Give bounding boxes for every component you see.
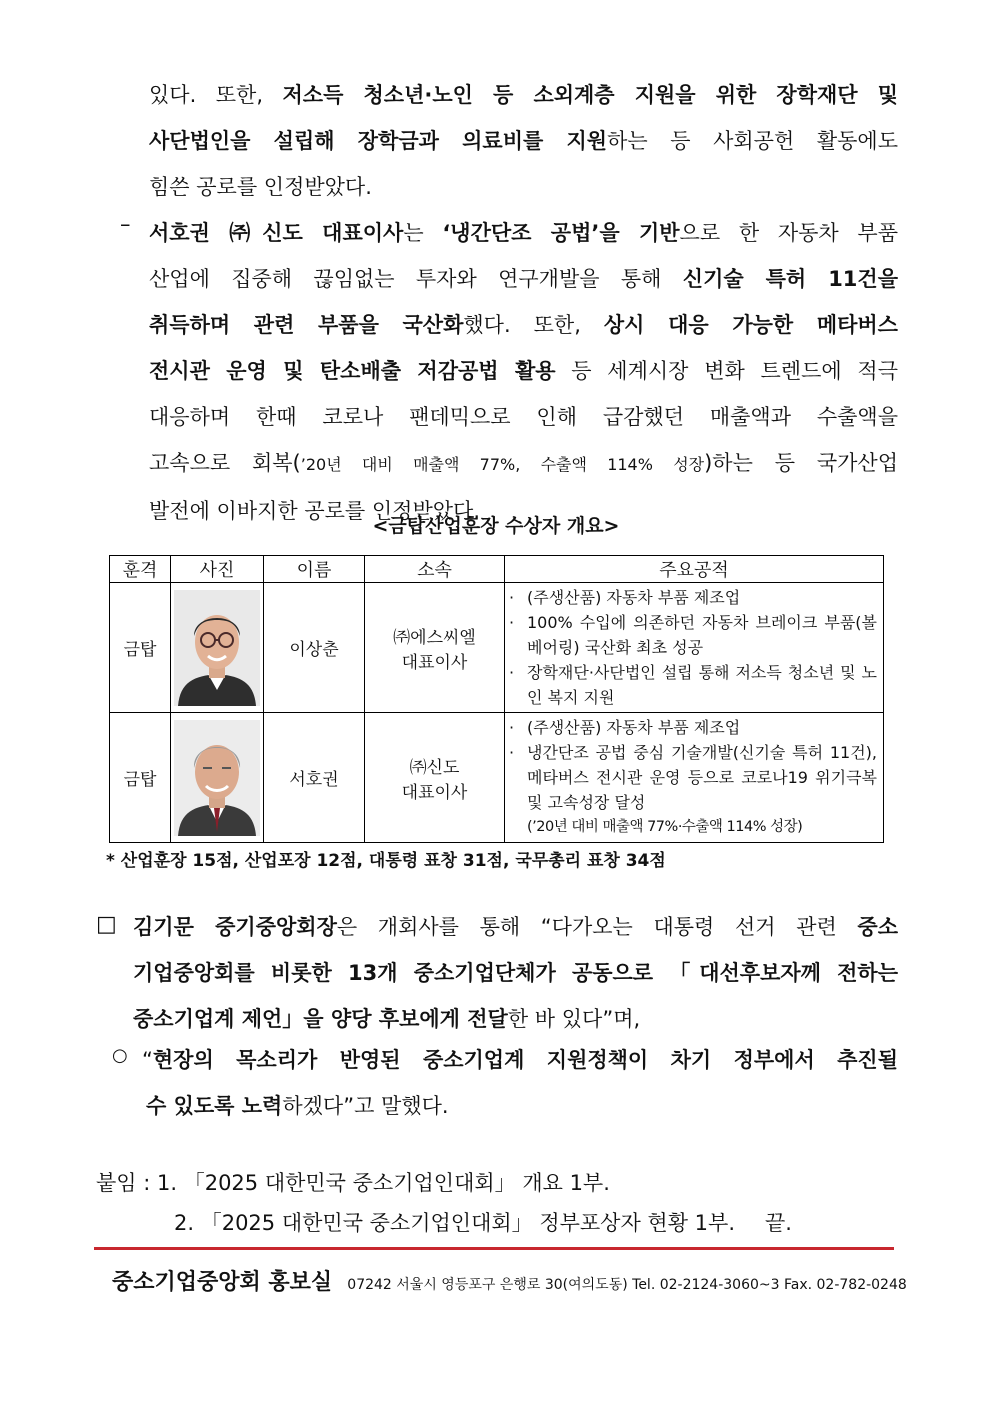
merit-item: · (주생산품) 자동차 부품 제조업 (509, 588, 741, 607)
p2-line-1 (149, 210, 898, 256)
text-run: 은 개회사를 통해 “다가오는 대통령 선거 관련 (336, 915, 858, 939)
p4-line-2 (142, 1083, 898, 1129)
bold-text-run: 김기문 중기중앙회장 (133, 915, 337, 939)
footer-address: 07242 서울시 영등포구 은행로 30(여의도동) Tel. 02-2124-3060~3 Fax. 02-782-0248 (347, 1277, 907, 1293)
bold-text-run: 중소 (857, 915, 898, 939)
p3-line-3 (133, 996, 898, 1042)
photo-cell (171, 583, 264, 713)
attachment-1: 붙임 : 1. 「2025 대한민국 중소기업인대회」 개요 1부. (96, 1171, 610, 1195)
affiliation-title: 대표이사 (401, 782, 468, 803)
paragraph-quote (142, 1037, 898, 1129)
bold-text-run: 상시 대응 가능한 메타버스 (603, 313, 898, 337)
name-cell: 이상춘 (264, 583, 365, 713)
merits-cell (505, 583, 884, 713)
bold-text-run: 신기술 특허 11건을 (682, 267, 898, 291)
table-row (110, 713, 884, 843)
paragraph-chairman (133, 904, 898, 1042)
p2-line-3 (149, 302, 898, 348)
bold-text-run: 사단법인을 설립해 장학금과 의료비를 지원 (149, 129, 608, 153)
grade-cell: 금탑 (110, 583, 171, 713)
p2-line-4 (149, 348, 898, 394)
p1-line-1 (149, 72, 898, 118)
p1-line-2 (149, 118, 898, 164)
table-caption: <금탑산업훈장 수상자 개요> (372, 515, 620, 537)
dash-bullet: – (120, 212, 131, 236)
merit-item: · 냉간단조 공법 중심 기술개발(신기술 특허 11건), 메타버스 전시관 운영 등으로 코로나19 위기극복 및 고속성장 달성 (509, 743, 877, 812)
header-grade: 훈격 (110, 556, 171, 583)
bold-text-run: 현장의 목소리가 반영된 중소기업계 지원정책이 차기 정부에서 추진될 (152, 1048, 898, 1072)
footer (112, 1265, 907, 1296)
p3-line-1 (133, 904, 898, 950)
circle-bullet: ○ (112, 1045, 128, 1066)
header-merits: 주요공적 (505, 556, 884, 583)
portrait-lee-image (174, 590, 260, 706)
photo-cell (171, 713, 264, 843)
grade-cell: 금탑 (110, 713, 171, 843)
affiliation-title: 대표이사 (401, 652, 468, 673)
end-mark: 끝. (765, 1211, 792, 1235)
text-run: 는 (403, 221, 443, 245)
portrait-photo (174, 590, 260, 706)
p4-line-1 (142, 1037, 898, 1083)
text-run: 하는 등 사회공헌 활동에도 (607, 129, 898, 153)
affiliation-company: ㈜에스씨엘 (393, 627, 476, 648)
table-header-row (110, 556, 884, 583)
p1-line-3: 힘쓴 공로를 인정받았다. (149, 175, 372, 199)
merit-item: · 100% 수입에 의존하던 자동차 브레이크 부품(볼베어링) 국산화 최초 성공 (509, 613, 877, 657)
merit-item: (’20년 대비 매출액 77%·수출액 114% 성장) (527, 819, 803, 835)
growth-note: ’20년 대비 매출액 77%, 수출액 114% 성장 (300, 455, 705, 474)
header-name: 이름 (264, 556, 365, 583)
header-photo: 사진 (171, 556, 264, 583)
table-row (110, 583, 884, 713)
bold-text-run: 서호권 ㈜신도 대표이사 (149, 221, 404, 245)
paragraph-shindo (149, 210, 898, 534)
header-affiliation: 소속 (365, 556, 505, 583)
p2-line-7: 발전에 이바지한 공로를 인정받았다. (149, 499, 480, 523)
text-run: “ (142, 1048, 153, 1072)
affiliation-cell (365, 583, 505, 713)
bold-text-run: 기업중앙회를 비롯한 13개 중소기업단체가 공동으로 「대선후보자께 전하는 (133, 961, 898, 985)
text-run: 한 바 있다”며, (507, 1007, 641, 1031)
text-run: 있다. 또한, (149, 83, 283, 107)
paragraph-scholarship (149, 72, 898, 210)
merit-item: · 장학재단·사단법인 설립 통해 저소득 청소년 및 노인 복지 지원 (509, 663, 877, 707)
bold-text-run: 저소득 청소년·노인 등 소외계층 지원을 위한 장학재단 및 (282, 83, 898, 107)
text-run: 했다. 또한, (463, 313, 604, 337)
name-cell: 서호권 (264, 713, 365, 843)
text-run: 등 세계시장 변화 트렌드에 적극 (555, 359, 898, 383)
p2-line-2 (149, 256, 898, 302)
p2-line-6: 고속으로 회복(’20년 대비 매출액 77%, 수출액 114% 성장)하는 등 국가산업 (149, 451, 898, 475)
checkbox-bullet: □ (96, 912, 117, 937)
bold-text-run: 전시관 운영 및 탄소배출 저감공법 활용 (149, 359, 556, 383)
text-run: 산업에 집중해 끊임없는 투자와 연구개발을 통해 (149, 267, 683, 291)
bold-text-run: 취득하며 관련 부품을 국산화 (149, 313, 464, 337)
p3-line-2 (133, 950, 898, 996)
affiliation-company: ㈜신도 (409, 757, 460, 778)
bold-text-run: ‘냉간단조 공법’을 기반 (442, 221, 680, 245)
award-table (109, 555, 884, 843)
portrait-photo (174, 720, 260, 836)
bold-text-run: 중소기업계 제언」을 양당 후보에게 전달 (133, 1007, 508, 1031)
merits-cell (505, 713, 884, 843)
attachment-2: 2. 「2025 대한민국 중소기업인대회」 정부포상자 현황 1부. 끝. (174, 1211, 792, 1235)
p2-line-5: 대응하며 한때 코로나 팬데믹으로 인해 급감했던 매출액과 수출액을 (149, 405, 898, 429)
award-count-note: * 산업훈장 15점, 산업포장 12점, 대통령 표창 31점, 국무총리 표창 34점 (106, 851, 666, 871)
portrait-seo-image (174, 720, 260, 836)
text-run: 으로 한 자동차 부품 (679, 221, 898, 245)
affiliation-cell (365, 713, 505, 843)
bold-text-run: 수 있도록 노력 (146, 1094, 283, 1118)
footer-divider (94, 1247, 894, 1250)
footer-org: 중소기업중앙회 홍보실 (112, 1270, 333, 1295)
merit-item: · (주생산품) 자동차 부품 제조업 (509, 718, 741, 737)
text-run: 하겠다”고 말했다. (282, 1094, 449, 1118)
